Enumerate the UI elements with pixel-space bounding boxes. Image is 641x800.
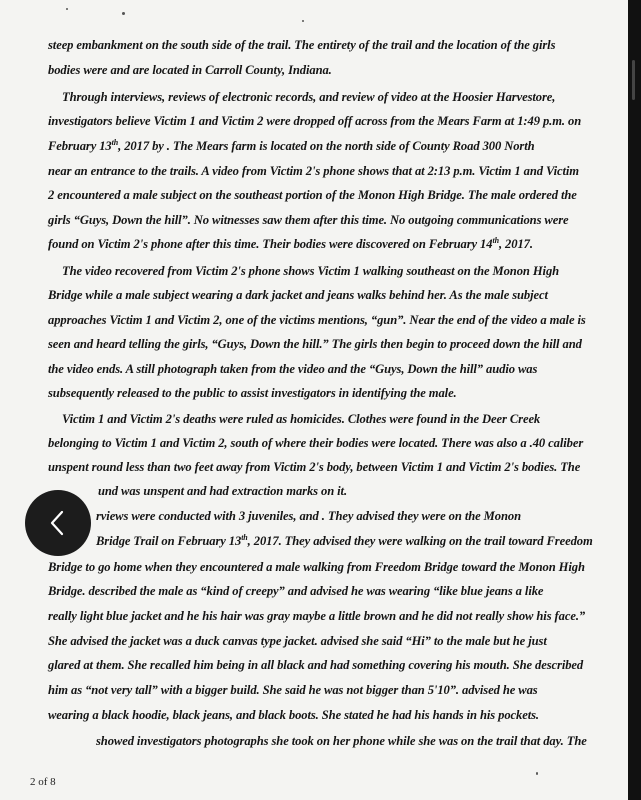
doc-line: steep embankment on the south side of the trail. The entirety of the trail and the location of the girls [48,38,556,52]
viewer-edge [628,0,641,800]
doc-line: unspent round less than two feet away from Victim 2's body, between Victim 1 and Victim 2's bodies. The [48,460,581,474]
scan-speck [302,20,304,22]
doc-line: 2 encountered a male subject on the southeast portion of the Monon High Bridge. The male ordered the [48,188,577,202]
doc-line: near an entrance to the trails. A video from Victim 2's phone shows that at 2:13 p.m. Victim 1 and Victim [48,164,579,178]
doc-line: The video recovered from Victim 2's phone shows Victim 1 walking southeast on the Monon High [62,264,560,278]
doc-line: approaches Victim 1 and Victim 2, one of the victims mentions, “gun”. Near the end of the video a male is [48,313,586,327]
doc-line: Victim 1 and Victim 2's deaths were ruled as homicides. Clothes were found in the Deer Creek [62,412,541,426]
doc-line: February 13th, 2017 by . The Mears farm is located on the north side of County Road 300 North [48,137,535,153]
doc-line: subsequently released to the public to assist investigators in identifying the male. [48,386,457,400]
doc-line: girls “Guys, Down the hill”. No witnesses saw them after this time. No outgoing communications were [48,213,569,227]
doc-line: found on Victim 2's phone after this time. Their bodies were discovered on February 14th, 2017. [48,235,533,251]
doc-line: seen and heard telling the girls, “Guys, Down the hill.” The girls then begin to proceed down the hill and [48,337,582,351]
doc-line: und was unspent and had extraction marks on it. [98,484,347,498]
doc-line: Bridge. described the male as “kind of creepy” and advised he was wearing “like blue jeans a like [48,584,544,598]
page-number: 2 of 8 [30,776,56,788]
chevron-left-icon [46,509,70,537]
doc-line: him as “not very tall” with a bigger build. She said he was not bigger than 5'10”. advised he was [48,683,538,697]
doc-line: showed investigators photographs she took on her phone while she was on the trail that day. The [96,734,587,748]
doc-line: Bridge while a male subject wearing a dark jacket and jeans walks behind her. As the male subject [48,288,548,302]
back-button[interactable] [25,490,91,556]
scrollbar-thumb[interactable] [632,60,635,100]
doc-line: She advised the jacket was a duck canvas type jacket. advised she said “Hi” to the male but he just [48,634,547,648]
scan-speck [122,12,125,15]
doc-line: Bridge to go home when they encountered a male walking from Freedom Bridge toward the Monon High [48,560,585,574]
doc-line: wearing a black hoodie, black jeans, and black boots. She stated he had his hands in his pockets. [48,708,539,722]
doc-line: rviews were conducted with 3 juveniles, and . They advised they were on the Monon [96,509,521,523]
doc-line: the video ends. A still photograph taken from the video and the “Guys, Down the hill” audio was [48,362,538,376]
scan-speck [66,8,68,10]
doc-line: Through interviews, reviews of electronic records, and review of video at the Hoosier Harvestore, [62,90,556,104]
scan-speck [536,772,538,775]
doc-line: bodies were and are located in Carroll County, Indiana. [48,63,332,77]
doc-line: investigators believe Victim 1 and Victim 2 were dropped off across from the Mears Farm at 1:49 p.m. on [48,114,582,128]
doc-line: really light blue jacket and he his hair was gray maybe a little brown and he did not really show his face.” [48,609,586,623]
doc-line: glared at them. She recalled him being in all black and had something covering his mouth. She described [48,658,584,672]
doc-line: belonging to Victim 1 and Victim 2, south of where their bodies were located. There was also a .40 caliber [48,436,584,450]
doc-line: Bridge Trail on February 13th, 2017. They advised they were walking on the trail toward Freedom [96,532,593,548]
